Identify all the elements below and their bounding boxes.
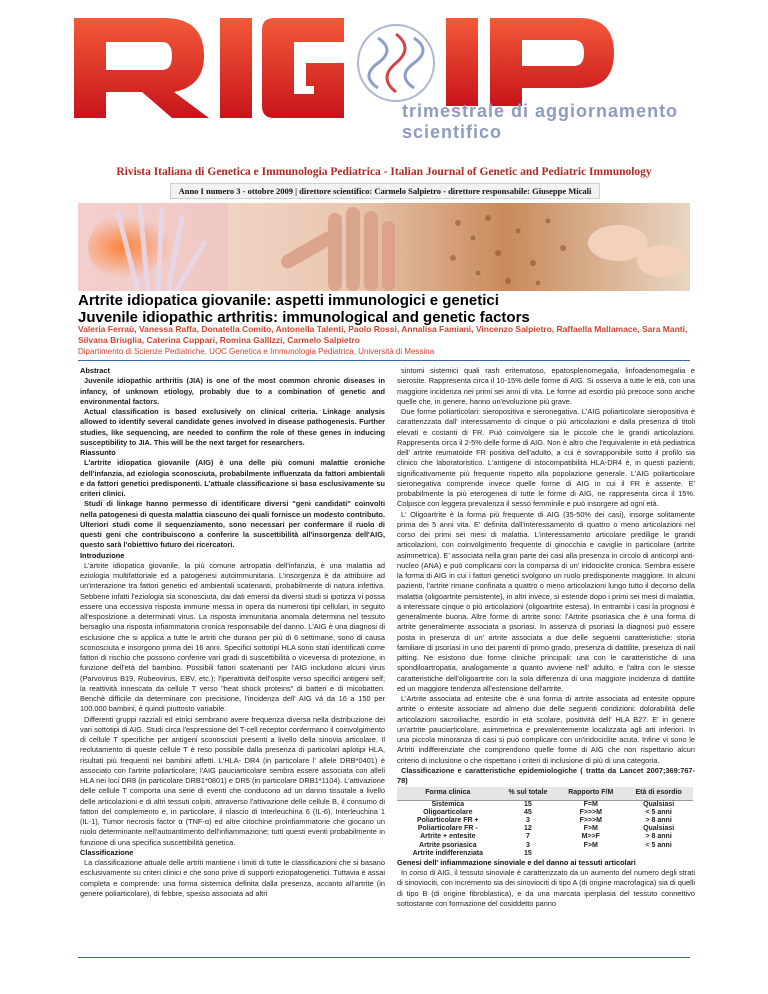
table-cell: 45 (524, 808, 532, 816)
tagline: trimestrale di aggiornamento scientifico (402, 101, 679, 142)
table-row (397, 809, 693, 817)
table-cell: Qualsiasi (643, 800, 675, 808)
table-row (397, 842, 693, 850)
table-header-row (397, 787, 693, 800)
right-text-4: L'Artrite associata ad entesite che è una forma di artrite associata ad entesite oppure artrite o entesite associate ad almeno due delle seguenti condizioni: dolorabilità delle articolazioni sacroiliache, esordio in età scolare, positività dell' HLA B27. E' in genere un'artrite pauciarticolare, asimmetrica e prevalentemente localizzata agli arti inferiori. In una piccola minoranza di casi si può complicare con un'iridociclite acuta. Infine vi sono le Artriti indifferenziate che comprendono quelle forme di AIG che non rispettano alcun criterio di inclusione o che rispettano i criteri di inclusione di più di una categoria. (397, 694, 695, 765)
header-banner-image (78, 203, 690, 291)
logo-letter-i (220, 18, 252, 118)
riassunto-text-2: Studi di linkage hanno permesso di identificare diversi "geni candidati" coinvolti nella patogenesi di questa malattia ciascuno dei quali fornisce un modesto contributo. Ulteriori studi come il sequenziamento, sono necessari per confermare il ruolo di questi geni che contribuiscono a conferire la suscettibilità all'insorgenza dell'AIG, questo sarà l'obiettivo futuro dei ricercatori. (80, 499, 385, 550)
table-cell: F>>>M (579, 816, 602, 824)
classification-table (397, 787, 693, 858)
masthead (0, 0, 768, 195)
table-cell: 3 (525, 816, 530, 824)
right-column (397, 366, 695, 909)
table-row (397, 800, 693, 809)
table-header: Forma clinica (397, 787, 499, 800)
table-header: % sul totale (499, 787, 558, 800)
table-row (397, 850, 693, 858)
riassunto-text-1: L'artrite idiopatica giovanile (AIG) è una delle più comuni malattie croniche dell'infanzia, ad eziologia sconosciuta, probabilmente influenzata da fattori ambientali e da fattori genetici predisponenti. L'attuale classificazione si basa esclusivamente su criteri clinici. (80, 458, 385, 498)
article-title (78, 292, 530, 326)
table-cell: Artrite + entesite (420, 833, 476, 841)
classificazione-text-1: La classificazione attuale delle artriti mantiene i limiti di tutte le classificazioni che si basano esclusivamente su criteri clinici e che sono prive di supporti eziopatogenetici. Tuttavia è assai completa e comprende: una forma sistemica definita dalla presenza, accanto all'artrite (in genere poliarticolare), di febbre, spesso associata ad altri (80, 858, 385, 898)
table-cell: F=M (583, 800, 598, 808)
introduzione-text-2: Differenti gruppi razziali ed etnici sembrano avere frequenza diversa nella distribuzione dei vari sottotipi di AIG. Studi circa l'espressione del T-cell receptor confermano il coinvolgimento di cellule T specifiche per antigeni sconosciuti presenti a livello della sinovia articolare. Il reclutamento di queste cellule T è reso possibile dalla presenza di particolari aplotipi HLA, risultati più frequenti nei bambini affetti. L'HLA- DR4 (in particolare l' allele DRB*0401) è associato con l'artrite poliarticolare; l'AIG pauciarticolare sembra essere associata con alleli HLA nei loci DR8 (in particolare DRB1*0801) e DR5 (in particolare DRB1*1104). L'attivazione delle cellule T comporta una serie di eventi che conducono ad un danno tissutale a livello delle articolazioni e di altri tessuti colpiti, attraverso l'attivazione delle cellule B, il consumo di fattori del complemento e, in particolare, il rilascio di Interleuchina 6 (IL-6), Interleuchina 1 (IL-1), Tumor necrosis factor α (TNF-α) ed altre citochine proinfiammatorie che giocano un ruolo determinante nell'autoantimento dell'infiammazione; tutti questi eventi probabilmente in funzione di una specifica suscettibilità genetica. (80, 714, 385, 847)
introduzione-heading: Introduzione (80, 550, 125, 560)
issue-info: Anno I numero 3 - ottobre 2009 | direttore scientifico: Carmelo Salpietro - direttore responsabile: Giuseppe Micali (170, 183, 600, 199)
authors: Valeria Ferraù, Vanessa Raffa, Donatella Comito, Antonella Talenti, Paolo Rossi, Annalisa Famiani, Vincenzo Salpietro, Raffaella Mallamace, Sara Manti, Silvana Briuglia, Caterina Cuppari, Romina Gallizzi, Carmelo Salpietro (78, 324, 688, 345)
table-cell: F>M (583, 825, 598, 833)
top-rule (78, 360, 690, 361)
table-cell: F>>>M (579, 808, 602, 816)
title-italian: Artrite idiopatica giovanile: aspetti immunologici e genetici (78, 292, 499, 309)
table-row (397, 817, 693, 825)
table-header: Rapporto F/M (557, 787, 624, 800)
table-cell: 12 (524, 825, 532, 833)
table-cell (557, 850, 624, 858)
table-cell: > 8 anni (645, 833, 672, 841)
table-cell: F>M (583, 841, 598, 849)
table-cell: < 5 anni (645, 808, 672, 816)
table-cell: > 8 anni (645, 816, 672, 824)
right-text-2: Due forme poliarticolari: sieropositiva e sieronegativa. L'AIG poliarticolare sieropositiva è caratterizzata dall' interessamento di cinque o più articolazioni e dalla presenza di titoli elevati e costanti di FR. Può coinvolgere sia le piccole che le grandi articolazioni. Rappresenta circa il 2-5% delle forme di AIG. Non è altro che l'equivalente in età pediatrica dell' artrite reumatoide FR positiva dell'adulto, a cui è sovrapponibile sotto il profilo sia clinico che laboratoristico. L'antigene di istocompatibilità HLA-DR4 è, in questi pazienti, significativamente più frequente rispetto alla popolazione generale. L'AIG poliarticolare sieronegativa comprende invece quelle forme di AIG in cui il FR è assente. E' probabilmente la più eterogenea di tutte le forme di AIG, ne rappresenta circa il 15%. Colpisce con leggera prevalenza il sesso femminile e può insorgere ad ogni età. (397, 407, 695, 509)
table-cell: Oligoarticolare (423, 808, 473, 816)
table-cell: Artrite indifferenziata (412, 849, 484, 857)
logo-letter-i2 (446, 18, 478, 106)
table-header: Età di esordio (624, 787, 693, 800)
table-row (397, 833, 693, 841)
logo-letter-g (262, 18, 344, 118)
right-text-3: L' Oligoartrite è la forma più frequente di AIG (35-50% dei casi), insorge solitamente prima dei 5 anni vita. E' definita dall'interessamento di quattro o meno articolazioni nel corso dei primi sei mesi di malattia. L'interessamento articolare predilige le grandi articolazioni, con coinvolgimento frequente di ginocchia e caviglie in particolare (artrite asimmetrica). E' associata nella gran parte dei casi alla presenza in circolo di anticorpi anti-nucleo (ANA) e può complicarsi con la comparsa di un' iridociclite cronica. Sembra essere la forma di AIG in cui i fattori genetici svolgono un ruolo predisponente maggiore. In alcuni pazienti, l'artrite rimane confinata a quattro o meno articolazioni lungo tutto il decorso della malattia (oligoartrite persistente), in altri invece, si estende dopo i primi sei mesi di malattia, a interessare cinque o più articolazioni (oligoartrite estesa). In entrambi i casi la prognosi è generalmente buona. Altre forme di artrite sono: l'Artrite psoriasica che è una forma di artrite generalmente associata a psoriasi. In assenza di psoriasi la diagnosi può essere posta in presenza di un' artrite associata a due delle seguenti caratteristiche: storia familiare di psoriasi in uno dei parenti di primo grado, presenza di dattilite, presenza di nail pitting. Ne esistono due forme cliniche principali: una con le caratteristiche di una spondiloartropatia, analogamente a quanto avviene nell' adulto, e l'altra con le stesse caratteristiche dell'oligoartrite con la sola differenza di una maggiore incidenza di dattilite ed un maggiore tendenza all'estensione dell'artrite. (397, 509, 695, 693)
abstract-text-2: Actual classification is based exclusively on clinical criteria. Linkage analysis allowed to identify several candidate genes involved in disease pathogenesis. Further studies, like sequencing, are needed to confirm the role of these genes in inducing susceptibility to JIA. This will be the next target for researchers. (80, 407, 385, 447)
table-cell: Artrite psoriasica (419, 841, 477, 849)
introduzione-text-1: L'artrite idiopatica giovanile, la più comune artropatia dell'infanzia, è una malattia ad eziologia multifattoriale ed a patogenesi autoimmunitaria. L'insorgenza è da attribuire ad un'interazione tra fattori genetici ed ambientali scatenanti, probabilmente di natura infettiva. Sebbene infatti l'eziologia sia sconosciuta, dai dati emersi da diversi studi si ipotizza vi possa essere una eccessiva risposta immune messa in opera da numerosi tipi cellulari, in seguito all'esposizione a determinati virus. La risposta immunitaria anomala determina nel tessuto bersaglio una risposta infiammatoria cronica responsabile del danno. L'AIG è una diagnosi di esclusione che si applica a tutte le artriti che durano per più di 6 settimane, sono di causa sconosciuta e insorgono prima dei 16 anni. Specifici sottotipi HLA sono stati identificati come fattori di rischio che possono conferire vari gradi di suscettibilità o viceversa di protezione, in funzione dell'età del bambino. Possibili fattori scatenanti per l'AIG includono alcuni virus (Parvovirus B19, Rubeovirus, EBV, etc.); l'iperattività dell'ospite verso specifici antigeni self; la reattività innescata da cellule T verso "heat shock proteins" di batteri e di micobatteri. Benchè difficile da determinare con precisione, l'incidenza dell' AIG vá da 16 a 150 per 100.000 bambini, è quindi piuttosto variabile. (80, 560, 385, 714)
riassunto-heading: Riassunto (80, 448, 116, 457)
genesi-text-1: In corso di AIG, il tessuto sinoviale è caratterizzato da un aumento del numero degli strati di sinoviociti, con incremento sia dei sinoviociti di tipo A (di origine macrofagica) sia di quelli di tipo B (di origine fibroblastica), e da una marcata iperplasia del tessuto connettivo sottostante con formazione del cosiddetto panno (397, 868, 695, 908)
table-cell (624, 850, 693, 858)
right-text-1: sintomi sistemici quali rash eritematoso, epatosplenomegalia, linfoadenomegalia e sierosite. Rappresenta circa il 10-15% delle forme di AIG. Si osserva a tutte le età, con una maggiore incidenza nei primi sei anni di vita. Le forme ad esordio più precoce sono anche quelle che, in genere, hanno un'evoluzione più grave. (397, 366, 695, 406)
left-column (80, 366, 385, 899)
title-english: Juvenile idiopathic arthritis: immunological and genetic factors (78, 309, 530, 326)
genesi-heading: Genesi dell' infiammazione sinoviale e del danno ai tessuti articolari (397, 857, 636, 867)
affiliation: Dipartimento di Scienze Pediatriche, UOC Genetica e Immunologia Pediatrica, Università di Messina (78, 347, 435, 356)
logo-letter-r (74, 18, 209, 118)
dna-emblem (358, 25, 434, 101)
journal-name: Rivista Italiana di Genetica e Immunologia Pediatrica - Italian Journal of Genetic and Pediatric Immunology (116, 166, 652, 178)
table-cell: < 5 anni (645, 841, 672, 849)
table-cell: M>>F (581, 833, 600, 841)
table-cell: 15 (524, 849, 532, 857)
table-cell: Poliarticolare FR + (416, 816, 479, 824)
bottom-rule (78, 957, 690, 958)
logo-letter-p (490, 18, 614, 106)
abstract-heading: Abstract (80, 366, 110, 375)
table-cell: Qualsiasi (643, 825, 675, 833)
table-cell: Poliarticolare FR - (417, 825, 478, 833)
table-caption: Classificazione e caratteristiche epidemiologiche ( tratta da Lancet 2007;369:767-78) (397, 765, 695, 785)
abstract-text-1: Juvenile idiopathic arthritis (JIA) is one of the most common chronic diseases in infancy, of unknown etiology, probably due to a combination of genetic and environmental factors. (80, 376, 385, 406)
table-cell: 7 (525, 833, 530, 841)
table-cell: 15 (524, 800, 532, 808)
table-cell: 3 (525, 841, 530, 849)
table-row (397, 825, 693, 833)
table-cell: Sistemica (431, 800, 465, 808)
classificazione-heading: Classificazione (80, 847, 134, 857)
